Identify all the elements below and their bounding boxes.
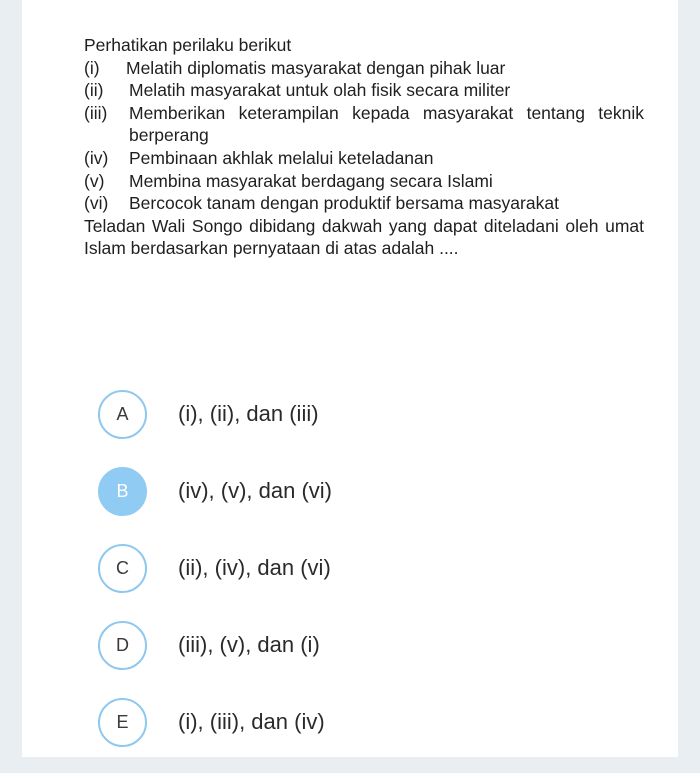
option-e[interactable]: [98, 696, 498, 748]
statement-text: Melatih diplomatis masyarakat dengan pihak luar: [126, 57, 506, 78]
option-text: (iii), (v), dan (i): [178, 632, 320, 657]
statement-text: Memberikan keterampilan kepada masyarakat tentang teknik berperang: [129, 102, 644, 146]
option-text: (i), (iii), dan (iv): [178, 709, 325, 734]
question-text: [84, 34, 644, 260]
statement-ii: [84, 79, 644, 102]
statement-text: Bercocok tanam dengan produktif bersama masyarakat: [129, 193, 559, 214]
option-a[interactable]: [98, 388, 498, 440]
statement-i: [84, 57, 644, 80]
option-letter-bubble[interactable]: A: [98, 390, 147, 439]
statement-number: (i): [84, 57, 100, 78]
option-letter-bubble[interactable]: E: [98, 698, 147, 747]
statement-number: (v): [84, 170, 105, 191]
statement-text: Melatih masyarakat untuk olah fisik secara militer: [129, 80, 511, 101]
question-card: [22, 0, 678, 757]
statement-text: Pembinaan akhlak melalui keteladanan: [129, 147, 434, 168]
option-letter-bubble-selected[interactable]: B: [98, 467, 147, 516]
option-letter-bubble[interactable]: D: [98, 621, 147, 670]
answer-options: [98, 388, 498, 773]
statement-iii: [84, 102, 644, 147]
option-text: (i), (ii), dan (iii): [178, 401, 319, 426]
statement-number: (iii): [84, 102, 108, 123]
statement-v: [84, 170, 644, 193]
option-b[interactable]: [98, 465, 498, 517]
question-intro: Perhatikan perilaku berikut: [84, 35, 292, 55]
statement-number: (ii): [84, 80, 104, 101]
statement-number: (vi): [84, 193, 109, 214]
statement-number: (iv): [84, 147, 109, 168]
option-text: (ii), (iv), dan (vi): [178, 555, 331, 580]
option-d[interactable]: [98, 619, 498, 671]
statement-text: Membina masyarakat berdagang secara Islami: [129, 170, 493, 191]
option-c[interactable]: [98, 542, 498, 594]
option-text: (iv), (v), dan (vi): [178, 478, 332, 503]
statement-iv: [84, 147, 644, 170]
question-prompt: Teladan Wali Songo dibidang dakwah yang dapat diteladani oleh umat Islam berdasarkan pernyataan di atas adalah ....: [84, 215, 644, 259]
statement-vi: [84, 192, 644, 215]
option-letter-bubble[interactable]: C: [98, 544, 147, 593]
